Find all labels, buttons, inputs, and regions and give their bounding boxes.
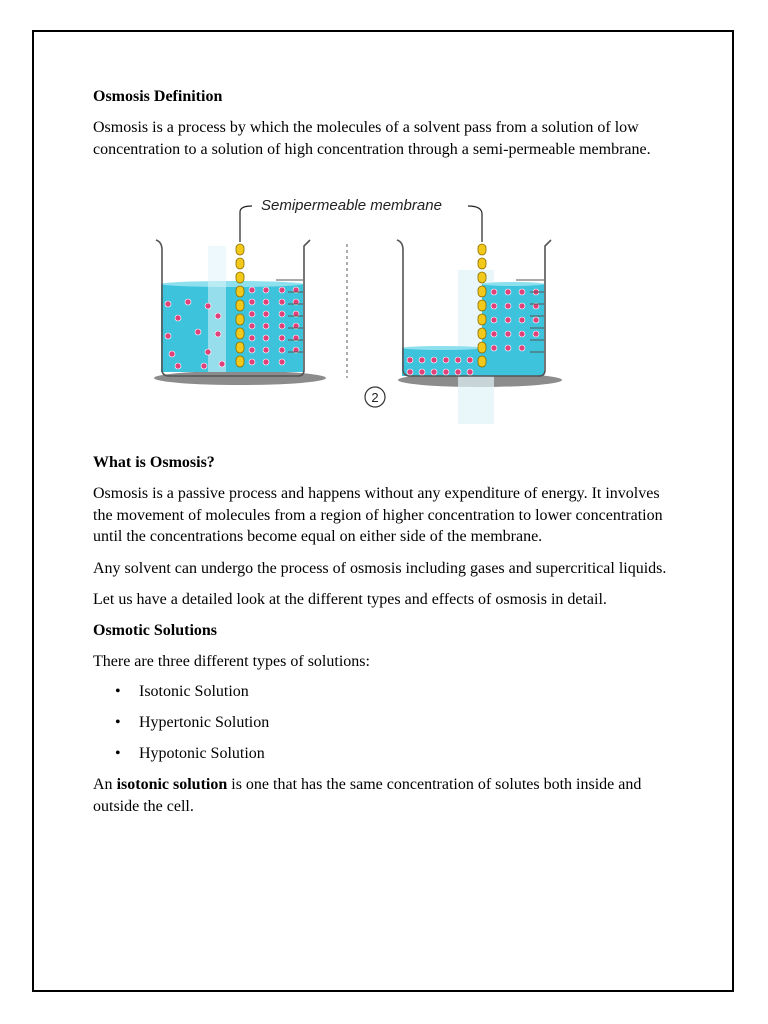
left-beaker (154, 240, 326, 385)
bullet-icon: • (115, 714, 121, 731)
right-membrane (478, 244, 486, 367)
osmotic-solutions-heading: Osmotic Solutions (93, 621, 218, 639)
isotonic-term: isotonic solution (116, 776, 228, 793)
step-number: 2 (371, 390, 379, 405)
what-is-osmosis-paragraph-3: Let us have a detailed look at the different types and effects of osmosis in detail. (93, 591, 607, 608)
bullet-icon: • (115, 745, 121, 762)
isotonic-definition: An isotonic solution is one that has the same concentration of solutes both inside and outside the cell. (93, 776, 642, 815)
solution-types-list (93, 681, 683, 774)
what-is-osmosis-heading: What is Osmosis? (93, 454, 215, 471)
osmosis-diagram (93, 160, 683, 452)
list-item (93, 743, 683, 774)
list-item (93, 681, 683, 712)
right-beaker (397, 240, 562, 424)
bullet-icon: • (115, 683, 121, 700)
osmosis-definition-paragraph: Osmosis is a process by which the molecules of a solvent pass from a solution of low concentration to a solution of high concentration through a semi-permeable membrane. (93, 119, 651, 158)
what-is-osmosis-paragraph-1: Osmosis is a passive process and happens without any expenditure of energy. It involves the movement of molecules from a region of higher concentration to lower concentration until the concentrations become equal on either side of the membrane. (93, 485, 663, 545)
list-item-label: Hypotonic Solution (139, 745, 265, 762)
list-item (93, 712, 683, 743)
solutions-intro: There are three different types of solutions: (93, 652, 370, 670)
osmosis-definition-heading: Osmosis Definition (93, 88, 223, 105)
list-item-label: Hypertonic Solution (139, 714, 270, 731)
left-membrane (236, 244, 244, 367)
what-is-osmosis-paragraph-2: Any solvent can undergo the process of osmosis including gases and supercritical liquids. (93, 559, 667, 577)
document-body (93, 86, 683, 817)
membrane-label: Semipermeable membrane (261, 197, 442, 214)
list-item-label: Isotonic Solution (139, 683, 249, 700)
beakers-illustration (148, 194, 578, 424)
